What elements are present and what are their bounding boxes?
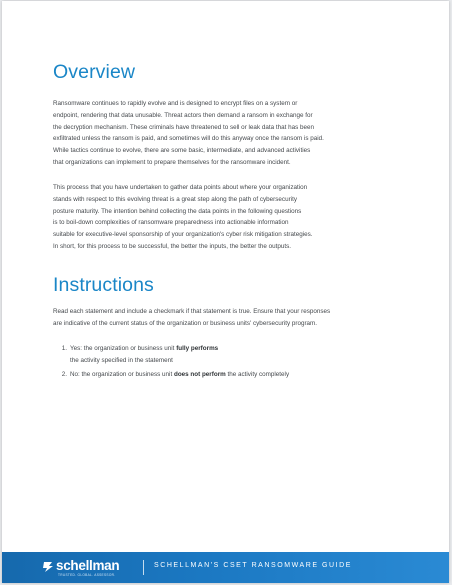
list-number: 2.	[61, 371, 67, 378]
text-line: suitable for executive-level sponsorship of your organization's cyber risk mitigation strategies.	[53, 231, 313, 238]
text-line: Ransomware continues to rapidly evolve and is designed to encrypt files on a system or	[53, 100, 298, 107]
text-line: This process that you have undertaken to gather data points about where your organization	[53, 184, 308, 191]
text-line: exfiltrated unless the ransom is paid, and sometimes will do this anyway once the ransom is paid.	[53, 135, 324, 143]
list-text: the activity specified in the statement	[70, 356, 173, 364]
text-line: the decryption mechanism. These criminals have threatened to sell or leak data that has been	[53, 123, 315, 131]
footer-title: SCHELLMAN'S CSET RANSOMWARE GUIDE	[154, 562, 352, 569]
list-text: the activity completely	[225, 371, 290, 378]
overview-heading: Overview	[53, 61, 136, 83]
schellman-logo-icon	[41, 560, 55, 574]
list-text-bold: fully performs	[176, 345, 219, 352]
logo-wordmark: schellman	[56, 558, 120, 573]
document-page	[2, 1, 449, 583]
overview-paragraph-1	[53, 98, 393, 169]
footer-bar	[2, 552, 449, 583]
text-line: In short, for this process to be successful, the better the inputs, the better the outputs.	[53, 242, 292, 250]
text-line: are indicative of the current status of the organization or business units' cybersecurity program.	[53, 319, 318, 327]
logo-tagline: TRUSTED. GLOBAL. ASSESSOR.	[58, 573, 116, 577]
text-line: While tactics continue to evolve, there are some basic, intermediate, and advanced activities	[53, 147, 311, 154]
instructions-heading: Instructions	[53, 274, 154, 296]
overview-paragraph-2	[53, 182, 393, 253]
list-text: Yes: the organization or business unit	[70, 345, 177, 352]
text-line: posture maturity. The intention behind collecting the data points in the following questions	[53, 207, 302, 215]
list-text-bold: does not perform	[173, 371, 226, 378]
text-line: Read each statement and include a checkmark if that statement is true. Ensure that your responses	[53, 308, 331, 315]
list-text: No: the organization or business unit	[70, 371, 174, 378]
footer-divider	[143, 560, 144, 575]
text-line: is to boil-down complexities of ransomware preparedness into actionable information	[53, 219, 289, 227]
instructions-intro	[53, 306, 393, 330]
text-line: stands with respect to this evolving threat is a great step along the path of cybersecurity	[53, 195, 297, 203]
text-line: that organizations can implement to prepare themselves for the ransomware incident.	[53, 158, 291, 166]
text-line: endpoint, rendering that data unusable. Threat actors then demand a ransom in exchange for	[53, 111, 313, 119]
list-number: 1.	[61, 345, 67, 352]
